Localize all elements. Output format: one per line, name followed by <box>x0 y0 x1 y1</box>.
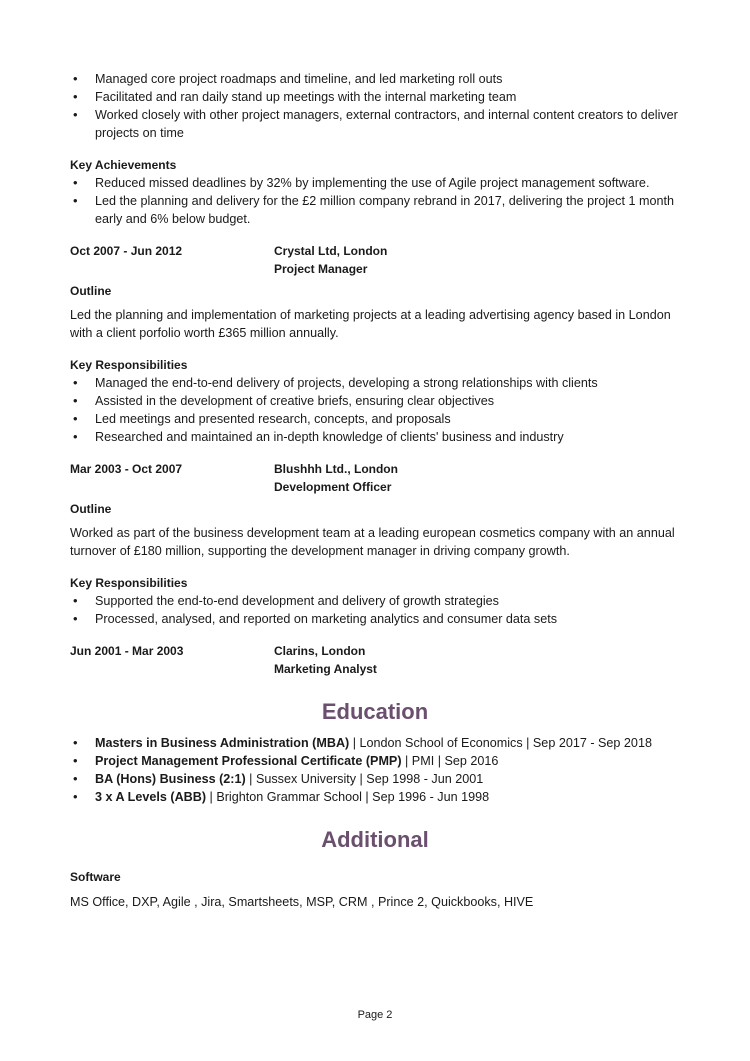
job-header <box>70 642 680 678</box>
list-item: • Researched and maintained an in-depth knowledge of clients' business and industry <box>70 428 680 446</box>
degree-details: | Sussex University | Sep 1998 - Jun 2001 <box>245 772 484 786</box>
job-outline: Led the planning and implementation of marketing projects at a leading advertising agency based in London with a client porfolio worth £365 million annually. <box>70 308 671 340</box>
list-item: • Led meetings and presented research, concepts, and proposals <box>70 410 680 428</box>
outline-heading: Outline <box>70 284 112 298</box>
degree-name: 3 x A Levels (ABB) <box>95 790 207 804</box>
job-dates: Jun 2001 - Mar 2003 <box>70 644 184 658</box>
education-list <box>70 734 680 806</box>
list-item <box>70 752 680 770</box>
list-item: • Led the planning and delivery for the £2 million company rebrand in 2017, delivering the project 1 month early and 6% below budget. <box>70 192 680 228</box>
job-company: Blushhh Ltd., London <box>274 462 398 476</box>
job-title: Marketing Analyst <box>274 662 377 676</box>
resume-page <box>70 70 680 911</box>
list-item: • Processed, analysed, and reported on marketing analytics and consumer data sets <box>70 610 680 628</box>
job-outline: Worked as part of the business development team at a leading european cosmetics company with an annual turnover of £180 million, supporting the development manager in driving company growth. <box>70 526 675 558</box>
degree-details: | London School of Economics | Sep 2017 - Sep 2018 <box>349 736 652 750</box>
list-item: • Managed the end-to-end delivery of projects, developing a strong relationships with clients <box>70 374 680 392</box>
responsibilities-heading: Key Responsibilities <box>70 358 188 372</box>
list-item: • Assisted in the development of creative briefs, ensuring clear objectives <box>70 392 680 410</box>
list-item: • Reduced missed deadlines by 32% by implementing the use of Agile project management software. <box>70 174 680 192</box>
job-dates: Mar 2003 - Oct 2007 <box>70 462 183 476</box>
list-item: • Facilitated and ran daily stand up meetings with the internal marketing team <box>70 88 680 106</box>
responsibilities-list <box>70 592 680 628</box>
degree-name: BA (Hons) Business (2:1) <box>95 772 246 786</box>
job-header <box>70 460 680 496</box>
job-header <box>70 242 680 278</box>
additional-heading: Additional <box>321 827 429 852</box>
job-title: Development Officer <box>274 480 392 494</box>
list-item <box>70 788 680 806</box>
list-item: • Worked closely with other project managers, external contractors, and internal content creators to deliver projects on time <box>70 106 680 142</box>
list-item: • Supported the end-to-end development and delivery of growth strategies <box>70 592 680 610</box>
software-heading: Software <box>70 870 121 884</box>
education-heading: Education <box>321 699 429 724</box>
job-dates: Oct 2007 - Jun 2012 <box>70 244 183 258</box>
job-company: Crystal Ltd, London <box>274 244 388 258</box>
job-title: Project Manager <box>274 262 368 276</box>
achievements-list <box>70 174 680 228</box>
list-item <box>70 734 680 752</box>
list-item <box>70 770 680 788</box>
degree-details: | Brighton Grammar School | Sep 1996 - Jun 1998 <box>206 790 490 804</box>
degree-name: Project Management Professional Certificate (PMP) <box>95 754 402 768</box>
job-company: Clarins, London <box>274 644 366 658</box>
previous-role-duties <box>70 70 680 142</box>
outline-heading: Outline <box>70 502 112 516</box>
software-list: MS Office, DXP, Agile , Jira, Smartsheets, MSP, CRM , Prince 2, Quickbooks, HIVE <box>70 895 534 909</box>
achievements-heading: Key Achievements <box>70 158 177 172</box>
page-number: Page 2 <box>357 1009 393 1021</box>
degree-details: | PMI | Sep 2016 <box>401 754 499 768</box>
responsibilities-list <box>70 374 680 446</box>
list-item: • Managed core project roadmaps and timeline, and led marketing roll outs <box>70 70 680 88</box>
responsibilities-heading: Key Responsibilities <box>70 576 188 590</box>
degree-name: Masters in Business Administration (MBA) <box>95 736 350 750</box>
